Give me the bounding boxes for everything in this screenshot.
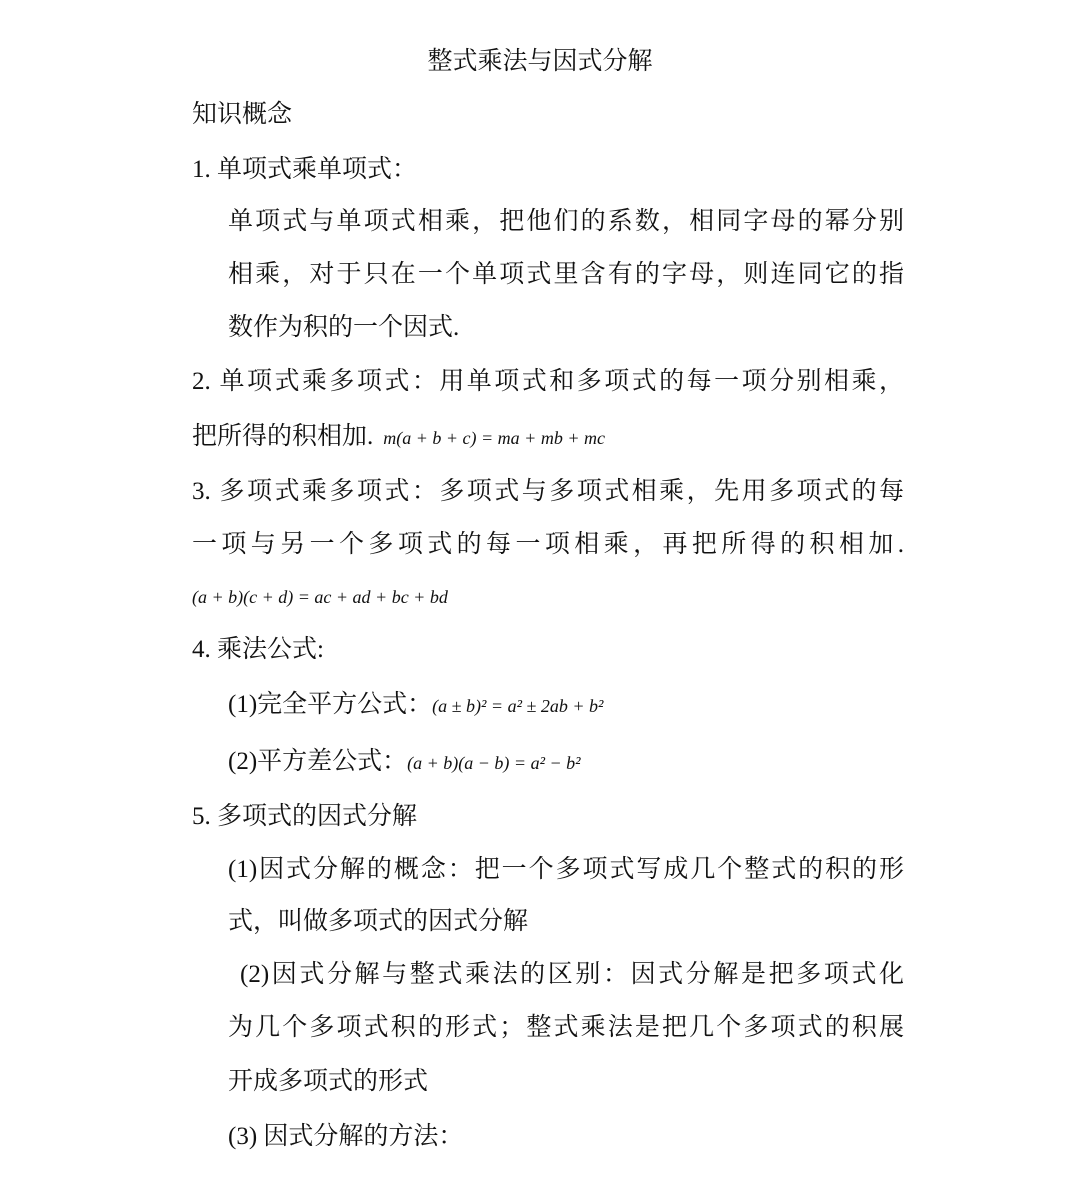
perfect-square-line bbox=[228, 689, 603, 722]
item-5-text: (2)因式分解与整式乘法的区别：因式分解是把多项式化 bbox=[240, 961, 904, 988]
difference-of-squares-formula: (a + b)(a − b) = a² − b² bbox=[407, 753, 581, 773]
perfect-square-formula: (a ± b)² = a² ± 2ab + b² bbox=[432, 696, 604, 716]
formula-polynomial-times-polynomial: (a + b)(c + d) = ac + ad + bc + bd bbox=[192, 587, 448, 607]
page-title: 整式乘法与因式分解 bbox=[427, 48, 653, 75]
difference-of-squares-label: (2)平方差公式： bbox=[228, 748, 408, 775]
item-2-text bbox=[192, 421, 605, 454]
item-2-text-end: 把所得的积相加. bbox=[192, 423, 374, 450]
section-heading: 知识概念 bbox=[192, 101, 293, 128]
item-5-text: 开成多项式的形式 bbox=[228, 1068, 429, 1095]
item-1-text: 相乘，对于只在一个单项式里含有的字母，则连同它的指 bbox=[228, 261, 904, 288]
item-4-heading: 4. 乘法公式: bbox=[192, 636, 324, 663]
formula-monomial-times-polynomial: m(a + b + c) = ma + mb + mc bbox=[383, 428, 605, 448]
item-3-text: 一项与另一个多项式的每一项相乘，再把所得的积相加. bbox=[192, 531, 904, 558]
item-1-text: 单项式与单项式相乘，把他们的系数，相同字母的幂分别 bbox=[228, 208, 904, 235]
item-5-text: 为几个多项式积的形式；整式乘法是把几个多项式的积展 bbox=[228, 1014, 904, 1041]
item-5-text: 式，叫做多项式的因式分解 bbox=[228, 908, 529, 935]
item-1-heading: 1. 单项式乘单项式： bbox=[192, 156, 418, 183]
difference-of-squares-line bbox=[228, 746, 581, 779]
item-5-text: (1)因式分解的概念：把一个多项式写成几个整式的积的形 bbox=[228, 856, 904, 883]
item-1-text: 数作为积的一个因式. bbox=[228, 314, 460, 341]
item-5-text: (3) 因式分解的方法： bbox=[228, 1123, 464, 1150]
item-3-text: 3. 多项式乘多项式：多项式与多项式相乘，先用多项式的每 bbox=[192, 478, 904, 505]
perfect-square-label: (1)完全平方公式： bbox=[228, 691, 433, 718]
item-2-text: 2. 单项式乘多项式：用单项式和多项式的每一项分别相乘， bbox=[192, 368, 904, 395]
item-5-heading: 5. 多项式的因式分解 bbox=[192, 803, 418, 830]
